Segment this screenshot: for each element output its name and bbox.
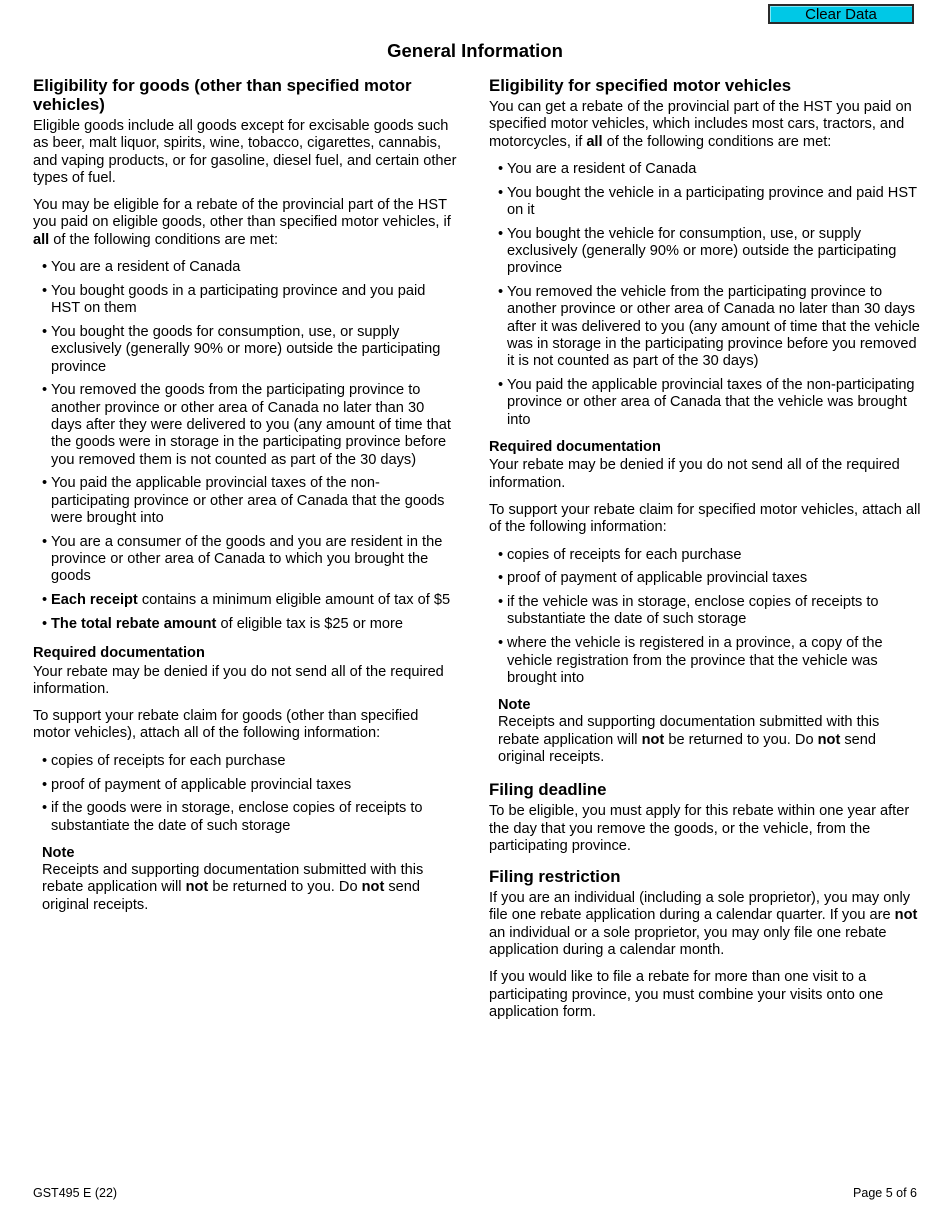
list-item: • if the vehicle was in storage, enclose copies of receipts to substantiate the date of such storage	[498, 594, 921, 629]
filing-deadline-heading: Filing deadline	[489, 780, 607, 800]
vehicle-eligibility-column	[489, 76, 921, 1031]
goods-conditions-intro: You may be eligible for a rebate of the provincial part of the HST you paid on eligible goods, other than specified motor vehicles, if all of the following conditions are met:	[33, 197, 451, 248]
list-item: • You bought the vehicle for consumption, use, or supply exclusively (generally 90% or more) outside the participating province	[498, 226, 921, 278]
list-item: • copies of receipts for each purchase	[42, 753, 458, 770]
goods-documents-list	[33, 753, 458, 835]
note-text: Receipts and supporting documentation submitted with this rebate application will not be returned to you. Do not send original receipts.	[498, 714, 880, 765]
list-item: • You are a consumer of the goods and you are resident in the province or other area of Canada to which you brought the goods	[42, 534, 458, 586]
vehicle-required-documentation-heading: Required documentation	[489, 439, 661, 456]
list-item: • You paid the applicable provincial taxes of the non-participating province or other area of Canada that the goods were brought into	[42, 475, 458, 527]
page-number: Page 5 of 6	[853, 1186, 917, 1200]
list-item: • You bought the goods for consumption, use, or supply exclusively (generally 90% or more) outside the participating province	[42, 324, 458, 376]
list-item: • You removed the vehicle from the participating province to another province or other area of Canada no later than 30 days after it was delivered to you (any amount of time that the vehicle was in storage in the participating province before you removed it is not counted as part of the 30 days)	[498, 284, 921, 370]
eligible-goods-paragraph: Eligible goods include all goods except for excisable goods such as beer, malt liquor, spirits, wine, tobacco, cigarettes, cannabis, and vaping products, or for gasoline, diesel fuel, and certain other types of fuel.	[33, 118, 457, 186]
vehicle-conditions-list	[489, 161, 921, 429]
list-item: • You are a resident of Canada	[42, 259, 458, 276]
vehicle-attach-intro: To support your rebate claim for specified motor vehicles, attach all of the following information:	[489, 501, 921, 536]
note-heading: Note	[42, 844, 75, 861]
list-item: • You bought goods in a participating province and you paid HST on them	[42, 283, 458, 318]
list-item: • You bought the vehicle in a participating province and paid HST on it	[498, 185, 921, 220]
goods-eligibility-column	[33, 76, 458, 928]
note-text: Receipts and supporting documentation submitted with this rebate application will not be returned to you. Do not send original receipts.	[42, 862, 424, 913]
form-identifier: GST495 E (22)	[33, 1186, 118, 1200]
vehicle-eligibility-heading: Eligibility for specified motor vehicles	[489, 76, 792, 95]
list-item: • You are a resident of Canada	[498, 161, 921, 178]
vehicle-note	[489, 697, 921, 766]
goods-required-documentation-heading: Required documentation	[33, 645, 205, 662]
list-item: • You removed the goods from the participating province to another province or other area of Canada no later than 30 days after they were delivered to you (any amount of time that the goods were in storage in the participating province before you removed them is not counted as part of the 30 days)	[42, 382, 458, 468]
clear-data-button[interactable]: Clear Data	[768, 4, 914, 24]
list-item: • The total rebate amount of eligible tax is $25 or more	[42, 616, 458, 633]
filing-deadline-text: To be eligible, you must apply for this rebate within one year after the day that you remove the goods, or the vehicle, from the participating province.	[489, 803, 910, 854]
goods-eligibility-heading: Eligibility for goods (other than specified motor vehicles)	[33, 76, 412, 114]
list-item: • if the goods were in storage, enclose copies of receipts to substantiate the date of such storage	[42, 800, 458, 835]
goods-conditions-list	[33, 259, 458, 633]
list-item: • copies of receipts for each purchase	[498, 547, 921, 564]
list-item: • proof of payment of applicable provincial taxes	[498, 570, 921, 587]
multiple-visits-text: If you would like to file a rebate for more than one visit to a participating province, you must combine your visits onto one application form.	[489, 969, 884, 1020]
vehicle-documents-list	[489, 547, 921, 688]
page-title: General Information	[387, 40, 563, 61]
list-item: • You paid the applicable provincial taxes of the non-participating province or other area of Canada that the vehicle was brought into	[498, 377, 921, 429]
goods-attach-intro: To support your rebate claim for goods (other than specified motor vehicles), attach all of the following information:	[33, 708, 419, 742]
goods-note	[33, 845, 458, 914]
vehicle-conditions-intro: You can get a rebate of the provincial part of the HST you paid on specified motor vehicles, which includes most cars, tractors, and motorcycles, if all of the following conditions are met:	[489, 99, 912, 150]
note-heading: Note	[498, 697, 531, 714]
vehicle-denial-warning: Your rebate may be denied if you do not send all of the required information.	[489, 457, 900, 491]
goods-denial-warning: Your rebate may be denied if you do not send all of the required information.	[33, 663, 444, 697]
filing-restriction-heading: Filing restriction	[489, 867, 621, 887]
list-item: • Each receipt contains a minimum eligible amount of tax of $5	[42, 592, 458, 609]
filing-restriction-text: If you are an individual (including a sole proprietor), you may only file one rebate application during a calendar quarter. If you are not an individual or a sole proprietor, you may only file one rebate application during a calendar month.	[489, 890, 918, 959]
list-item: • where the vehicle is registered in a province, a copy of the vehicle registration from the province that the vehicle was brought into	[498, 635, 921, 687]
list-item: • proof of payment of applicable provincial taxes	[42, 777, 458, 794]
